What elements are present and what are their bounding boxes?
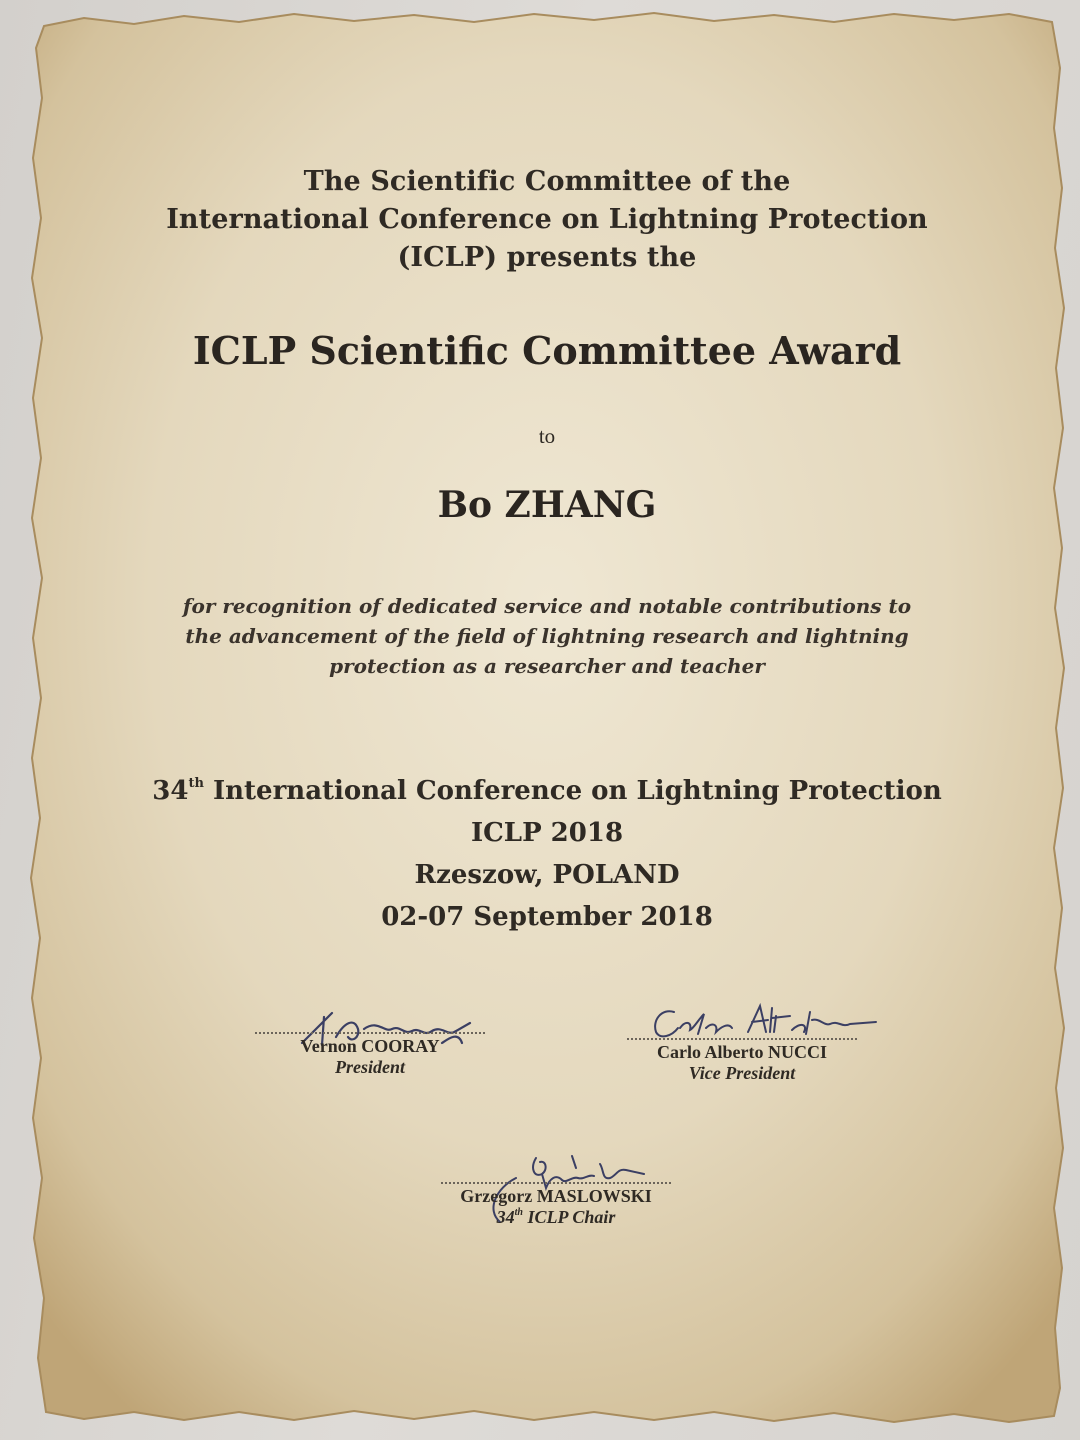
conference-title bbox=[24, 776, 1070, 806]
to-label: to bbox=[538, 424, 556, 448]
signatory-name: Vernon COORAY bbox=[300, 1036, 440, 1056]
signatory-vice-president bbox=[624, 1038, 860, 1084]
chair-title-rest: ICLP Chair bbox=[522, 1207, 616, 1227]
signatory-president bbox=[252, 1032, 488, 1078]
signatory-title bbox=[432, 1207, 680, 1228]
presenter-line-3: (ICLP) presents the bbox=[397, 242, 697, 273]
signatory-name: Grzegorz MASLOWSKI bbox=[460, 1186, 652, 1206]
conference-dates: 02-07 September 2018 bbox=[381, 902, 713, 932]
signatory-title: President bbox=[335, 1057, 405, 1077]
conference-short-name: ICLP 2018 bbox=[470, 818, 624, 848]
chair-ordinal: th bbox=[514, 1207, 523, 1218]
citation-line-1: for recognition of dedicated service and notable contributions to bbox=[182, 594, 912, 618]
conference-number: 34 bbox=[152, 776, 189, 806]
signatory-chair bbox=[432, 1182, 680, 1228]
conference-ordinal: th bbox=[188, 776, 204, 791]
recipient-name: Bo ZHANG bbox=[437, 484, 657, 526]
conference-name: International Conference on Lightning Protection bbox=[212, 776, 942, 806]
signatory-name: Carlo Alberto NUCCI bbox=[657, 1042, 827, 1062]
chair-number: 34 bbox=[496, 1207, 515, 1227]
presenter-line-2: International Conference on Lightning Protection bbox=[166, 204, 928, 235]
citation-line-3: protection as a researcher and teacher bbox=[329, 654, 765, 678]
conference-location: Rzeszow, POLAND bbox=[414, 860, 680, 890]
signature-line bbox=[441, 1182, 671, 1184]
presenter-line-1: The Scientific Committee of the bbox=[303, 166, 791, 197]
signature-line bbox=[627, 1038, 857, 1040]
certificate-paper bbox=[24, 8, 1070, 1428]
signatory-title: Vice President bbox=[688, 1063, 796, 1083]
award-title: ICLP Scientific Committee Award bbox=[192, 328, 902, 373]
signature-line bbox=[255, 1032, 485, 1034]
citation-line-2: the advancement of the field of lightning research and lightning bbox=[185, 624, 909, 648]
